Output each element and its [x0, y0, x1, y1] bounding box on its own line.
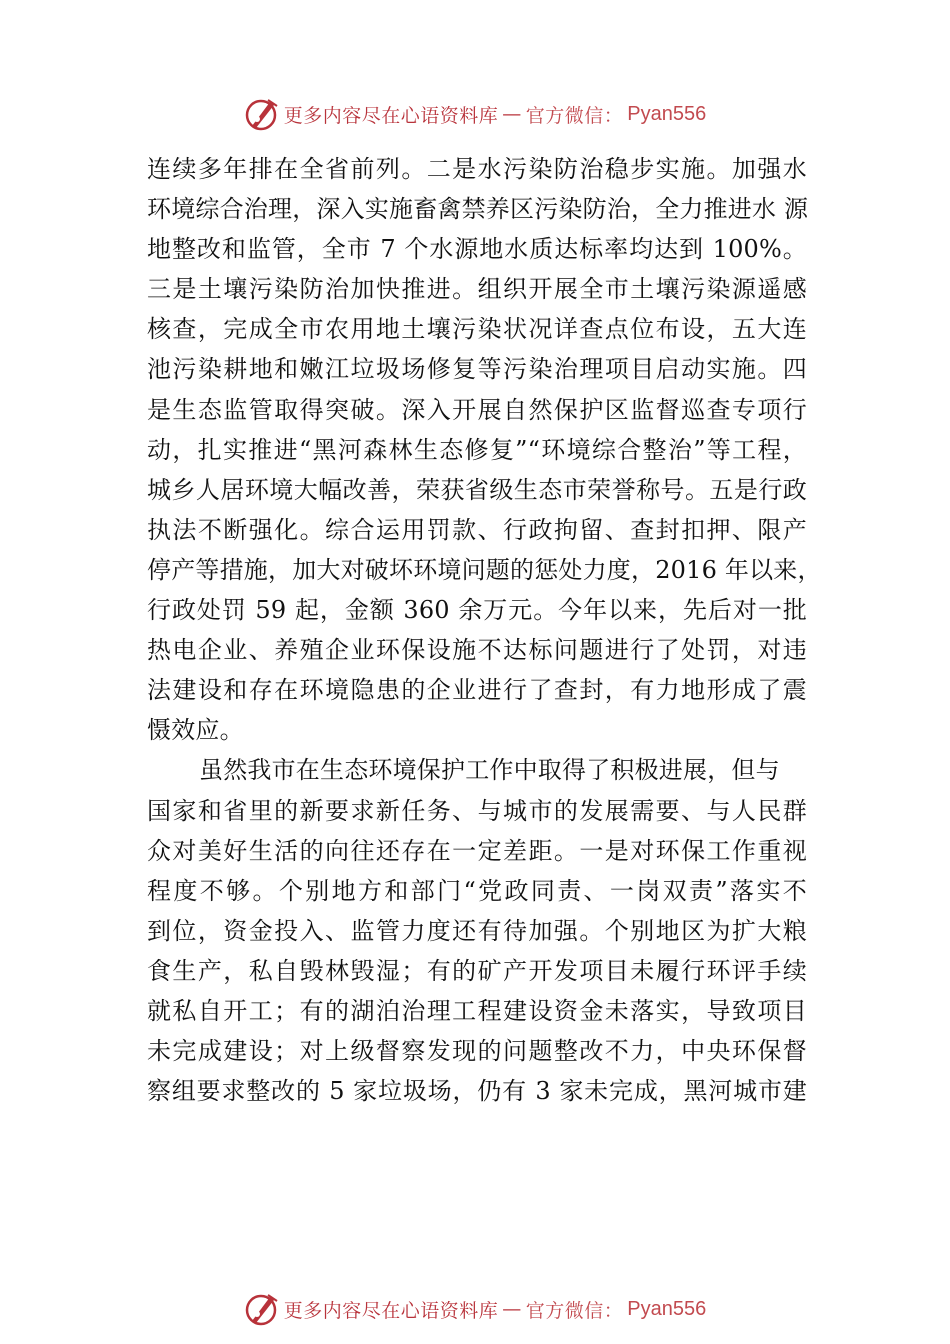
banner-brand-text: 更多内容尽在心语资料库	[283, 1299, 499, 1322]
text-line: 环境综合治理，深入实施畜禽禁养区污染防治，全力推进水 源	[147, 195, 809, 224]
text-line: 三是土壤污染防治加快推进。组织开展全市土壤污染源遥感	[147, 275, 807, 304]
text-line: 食生产，私自毁林毁湿；有的矿产开发项目未履行环评手续	[147, 956, 807, 985]
paragraph-2	[147, 750, 807, 1111]
text-line: 连续多年排在全省前列。二是水污染防治稳步实施。加强水	[147, 155, 807, 183]
banner-wechat-id: Pyan556	[627, 1297, 707, 1320]
banner-official-label: 官方微信：	[525, 1299, 624, 1322]
text-line: 察组要求整改的 5 家垃圾场，仍有 3 家未完成，黑河城市建	[147, 1077, 807, 1106]
text-line: 国家和省里的新要求新任务、与城市的发展需要、与人民群	[147, 796, 807, 825]
text-line: 核查，完成全市农用地土壤污染状况详查点位布设，五大连	[147, 315, 807, 344]
banner-separator: —	[502, 103, 522, 125]
text-line: 未完成建设；对上级督察发现的问题整改不力，中央环保督	[147, 1037, 807, 1066]
banner-separator: —	[502, 1298, 522, 1320]
text-line: 慑效应。	[147, 716, 244, 745]
banner-official-label: 官方微信：	[525, 104, 624, 127]
banner-brand-text: 更多内容尽在心语资料库	[283, 104, 499, 127]
footer-banner	[0, 1289, 950, 1329]
pen-logo-icon	[244, 96, 280, 132]
text-line: 池污染耕地和嫩江垃圾场修复等污染治理项目启动实施。四	[147, 355, 807, 384]
header-banner	[0, 94, 950, 134]
text-line: 动，扎实推进“黑河森林生态修复”“环境综合整治”等工程，	[147, 435, 807, 464]
pen-logo-icon	[244, 1291, 280, 1327]
text-line: 热电企业、养殖企业环保设施不达标问题进行了处罚，对违	[147, 636, 807, 665]
text-line: 众对美好生活的向往还存在一定差距。一是对环保工作重视	[147, 836, 807, 865]
paragraph-1	[147, 149, 822, 750]
banner-wechat-id: Pyan556	[627, 102, 707, 125]
text-line: 城乡人居环境大幅改善，荣获省级生态市荣誉称号。五是行政	[147, 475, 807, 504]
text-line: 停产等措施，加大对破坏环境问题的惩处力度，2016 年以来，	[147, 555, 822, 584]
text-line: 执法不断强化。综合运用罚款、行政拘留、查封扣押、限产	[147, 515, 807, 544]
text-line: 程度不够。个别地方和部门“党政同责、一岗双责”落实不	[147, 876, 807, 905]
text-line: 行政处罚 59 起，金额 360 余万元。今年以来，先后对一批	[147, 596, 807, 625]
text-line: 地整改和监管，全市 7 个水源地水质达标率均达到 100%。	[147, 235, 807, 264]
text-line: 虽然我市在生态环境保护工作中取得了积极进展，但与	[199, 756, 780, 785]
text-line: 是生态监管取得突破。深入开展自然保护区监督巡查专项行	[147, 395, 807, 424]
text-line: 法建设和存在环境隐患的企业进行了查封，有力地形成了震	[147, 676, 807, 705]
text-line: 到位，资金投入、监管力度还有待加强。个别地区为扩大粮	[147, 916, 807, 945]
text-line: 就私自开工；有的湖泊治理工程建设资金未落实，导致项目	[147, 996, 807, 1025]
document-body	[147, 149, 822, 1111]
